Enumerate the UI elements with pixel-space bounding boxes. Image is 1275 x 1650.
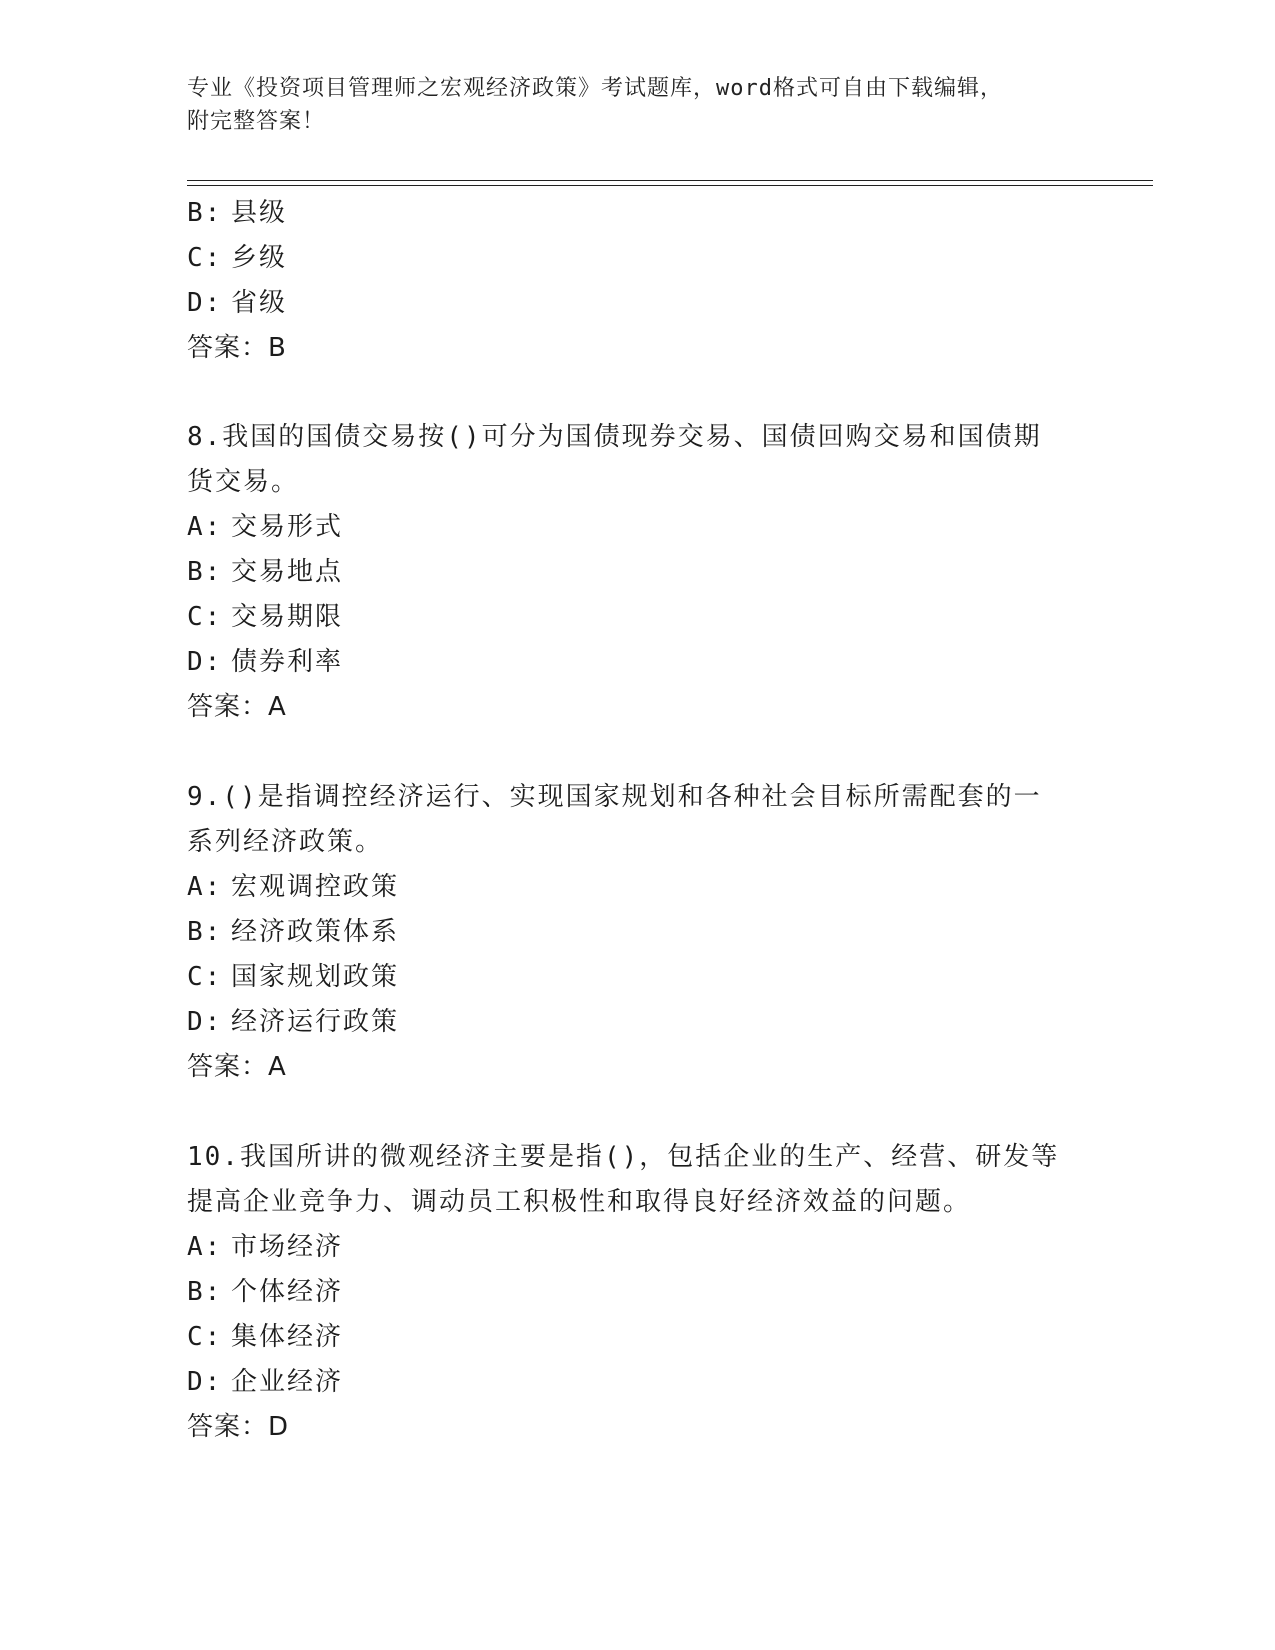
option-letter: C: xyxy=(187,243,223,273)
option-text: 交易地点 xyxy=(231,557,344,587)
option-letter: A: xyxy=(187,1232,223,1262)
question-9-answer: 答案：A xyxy=(187,1052,287,1082)
option-letter: B: xyxy=(187,917,223,947)
option-text: 集体经济 xyxy=(231,1322,344,1352)
option-letter: D: xyxy=(187,647,223,677)
question-8-answer: 答案：A xyxy=(187,692,287,722)
header-divider-top xyxy=(187,180,1153,181)
question-9-option-d xyxy=(187,1005,399,1039)
question-10-option-c xyxy=(187,1320,343,1354)
option-letter: B: xyxy=(187,198,223,228)
header-line-1: 专业《投资项目管理师之宏观经济政策》考试题库，word格式可自由下载编辑， xyxy=(187,76,1003,101)
option-text: 经济运行政策 xyxy=(231,1007,400,1037)
question-9-option-a xyxy=(187,870,399,904)
option-text: 县级 xyxy=(231,198,288,228)
question-10-answer: 答案：D xyxy=(187,1412,290,1442)
option-text: 个体经济 xyxy=(231,1277,344,1307)
option-letter: C: xyxy=(187,1322,223,1352)
option-letter: B: xyxy=(187,557,223,587)
question-10-stem-line-2: 提高企业竞争力、调动员工积极性和取得良好经济效益的问题。 xyxy=(187,1187,972,1217)
option-text: 国家规划政策 xyxy=(231,962,400,992)
option-letter: C: xyxy=(187,602,223,632)
header-divider-bottom xyxy=(187,185,1153,186)
option-letter: C: xyxy=(187,962,223,992)
question-9-option-b xyxy=(187,915,399,949)
option-text: 债券利率 xyxy=(231,647,344,677)
question-8-option-c xyxy=(187,600,343,634)
prev-option-b xyxy=(187,196,287,230)
question-8-stem-line-1: 8.我国的国债交易按()可分为国债现券交易、国债回购交易和国债期 xyxy=(187,422,1042,452)
question-8-option-d xyxy=(187,645,343,679)
question-10-option-a xyxy=(187,1230,343,1264)
option-letter: D: xyxy=(187,1007,223,1037)
question-10-stem-line-1: 10.我国所讲的微观经济主要是指()，包括企业的生产、经营、研发等 xyxy=(187,1142,1060,1172)
option-text: 交易形式 xyxy=(231,512,344,542)
option-text: 乡级 xyxy=(231,243,288,273)
header-line-2: 附完整答案！ xyxy=(187,109,326,134)
question-8-option-a xyxy=(187,510,343,544)
option-letter: B: xyxy=(187,1277,223,1307)
option-text: 市场经济 xyxy=(231,1232,344,1262)
question-9-stem-line-2: 系列经济政策。 xyxy=(187,827,384,857)
prev-answer: 答案：B xyxy=(187,333,287,363)
question-9-stem-line-1: 9.()是指调控经济运行、实现国家规划和各种社会目标所需配套的一 xyxy=(187,782,1042,812)
prev-option-d xyxy=(187,286,287,320)
question-9-option-c xyxy=(187,960,399,994)
option-text: 经济政策体系 xyxy=(231,917,400,947)
document-header xyxy=(187,72,1087,138)
prev-option-c xyxy=(187,241,287,275)
option-text: 宏观调控政策 xyxy=(231,872,400,902)
option-letter: D: xyxy=(187,288,223,318)
option-letter: A: xyxy=(187,512,223,542)
option-letter: D: xyxy=(187,1367,223,1397)
question-8-option-b xyxy=(187,555,343,589)
option-letter: A: xyxy=(187,872,223,902)
option-text: 交易期限 xyxy=(231,602,344,632)
option-text: 省级 xyxy=(231,288,288,318)
option-text: 企业经济 xyxy=(231,1367,344,1397)
question-10-option-d xyxy=(187,1365,343,1399)
question-10-option-b xyxy=(187,1275,343,1309)
question-8-stem-line-2: 货交易。 xyxy=(187,467,300,497)
